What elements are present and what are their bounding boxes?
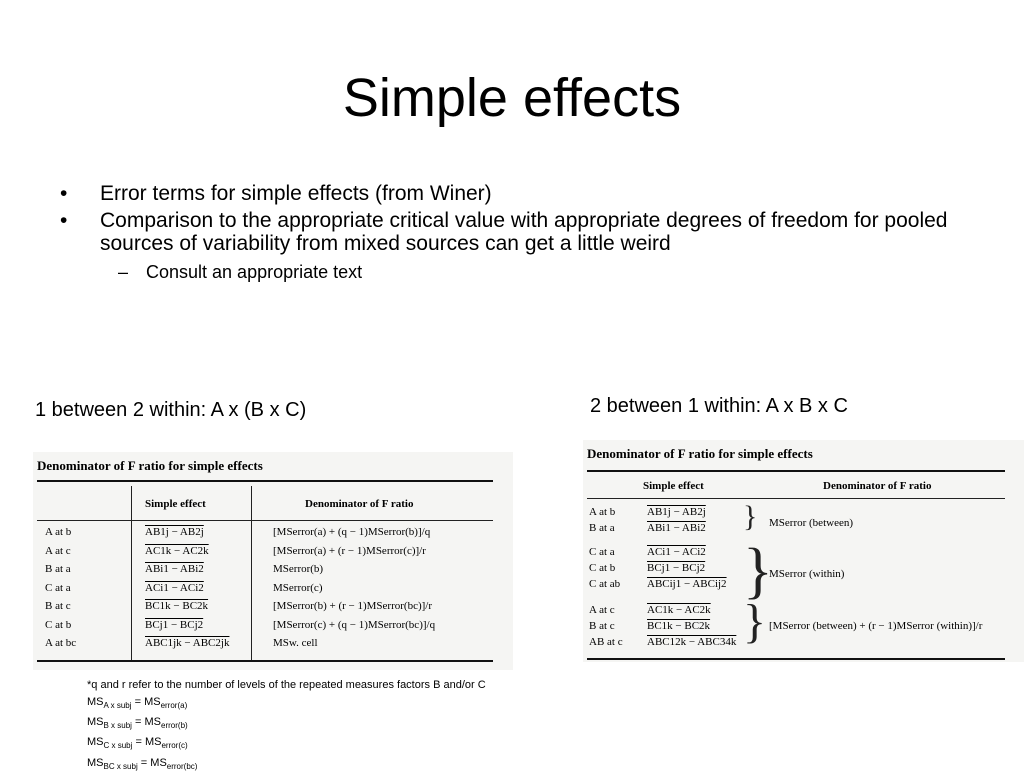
group-denominator: MSerror (between) <box>769 517 853 529</box>
right-row-effect: C at b <box>589 562 616 574</box>
right-row-comp: ABi1 − ABi2 <box>647 522 706 534</box>
left-row-comp: BC1k − BC2k <box>145 600 209 612</box>
left-row-effect: A at c <box>45 544 71 557</box>
right-row-effect: C at ab <box>589 578 621 590</box>
left-row-den: MSerror(c) <box>273 581 323 594</box>
footnotes <box>87 677 486 775</box>
group-brace: } <box>743 595 767 648</box>
bullet-item <box>60 182 980 205</box>
right-row-effect: B at c <box>589 620 615 632</box>
right-table-title: Denominator of F ratio for simple effects <box>587 446 813 461</box>
table-rule <box>587 498 1005 499</box>
bullet-item <box>60 209 980 255</box>
left-row-comp: ACi1 − ACi2 <box>145 581 204 594</box>
left-row-comp: BCj1 − BCj2 <box>145 618 204 631</box>
ms-equality: $MS_{C x subj} = MS_{error(c)}$ <box>87 736 188 751</box>
right-col-denominator: Denominator of F ratio <box>823 480 932 492</box>
left-row-den: [MSerror(c) + (q − 1)MSerror(bc)]/q <box>273 618 436 631</box>
right-col-simple-effect: Simple effect <box>643 480 704 492</box>
left-table-image <box>33 452 513 670</box>
left-row-den: [MSerror(a) + (r − 1)MSerror(c)]/r <box>273 544 426 557</box>
left-row-effect: C at a <box>45 581 71 594</box>
left-row-den: MSw. cell <box>273 637 318 649</box>
ms-equality: $MS_{B x subj} = MS_{error(b)}$ <box>87 716 188 731</box>
table-rule <box>587 470 1005 472</box>
footnote-text: *q and r refer to the number of levels of the repeated measures factors B and/or C <box>87 679 486 691</box>
bullet-list <box>60 182 980 283</box>
bullet-marker: • <box>60 182 68 205</box>
left-row-comp: ABC1jk − ABC2jk <box>145 637 230 649</box>
left-row-den: MSerror(b) <box>273 563 324 575</box>
ms-equality: $MS_{BC x subj} = MS_{error(bc)}$ <box>87 756 198 771</box>
right-row-comp: AC1k − AC2k <box>647 604 711 616</box>
right-row-comp: BC1k − BC2k <box>647 620 711 632</box>
left-table-title: Denominator of F ratio for simple effects <box>37 458 263 473</box>
left-row-effect: C at b <box>45 618 72 631</box>
table-rule <box>37 660 493 662</box>
right-table-image <box>583 440 1024 662</box>
group-denominator: [MSerror (between) + (r − 1)MSerror (within)]/r <box>769 620 983 632</box>
left-row-effect: B at a <box>45 563 71 575</box>
left-row-comp: ABi1 − ABi2 <box>145 563 204 575</box>
left-row-effect: A at b <box>45 526 72 538</box>
group-brace: } <box>743 537 773 605</box>
table-divider <box>131 486 132 660</box>
left-row-comp: AB1j − AB2j <box>145 526 204 538</box>
sub-bullet-text: Consult an appropriate text <box>146 262 363 282</box>
right-row-comp: BCj1 − BCj2 <box>647 562 706 574</box>
ms-equality: $MS_{A x subj} = MS_{error(a)}$ <box>87 696 188 711</box>
slide-title: Simple effects <box>342 68 682 128</box>
right-row-effect: B at a <box>589 522 615 534</box>
right-row-comp: ABC12k − ABC34k <box>647 636 737 648</box>
left-col-denominator: Denominator of F ratio <box>305 498 414 510</box>
table-rule <box>37 480 493 482</box>
table-rule <box>37 520 493 521</box>
right-row-comp: AB1j − AB2j <box>647 506 706 518</box>
table-divider <box>251 486 252 660</box>
bullet-marker: • <box>60 209 68 232</box>
left-row-effect: B at c <box>45 600 71 612</box>
left-row-den: [MSerror(b) + (r − 1)MSerror(bc)]/r <box>273 600 433 612</box>
left-table-caption: 1 between 2 within: A x (B x C) <box>35 399 307 421</box>
left-row-effect: A at bc <box>45 637 77 649</box>
sub-bullet-item <box>60 261 980 283</box>
group-brace: } <box>743 500 758 533</box>
group-denominator: MSerror (within) <box>769 568 845 580</box>
sub-bullet-marker: – <box>118 262 129 282</box>
right-row-effect: AB at c <box>589 636 623 648</box>
left-row-comp: AC1k − AC2k <box>145 544 209 557</box>
right-row-comp: ACi1 − ACi2 <box>647 546 706 558</box>
bullet-text: Error terms for simple effects (from Winer) <box>100 182 492 205</box>
right-row-effect: C at a <box>589 546 615 558</box>
right-row-effect: A at b <box>589 506 616 518</box>
right-row-effect: A at c <box>589 604 615 616</box>
left-row-den: [MSerror(a) + (q − 1)MSerror(b)]/q <box>273 526 431 538</box>
right-row-comp: ABCij1 − ABCij2 <box>647 578 727 590</box>
left-col-simple-effect: Simple effect <box>145 498 206 510</box>
right-table-caption: 2 between 1 within: A x B x C <box>590 395 848 417</box>
table-rule <box>587 658 1005 660</box>
bullet-text: Comparison to the appropriate critical value with appropriate degrees of freedom for pooled sources of variability from mixed sources can get a little weird <box>100 209 948 255</box>
